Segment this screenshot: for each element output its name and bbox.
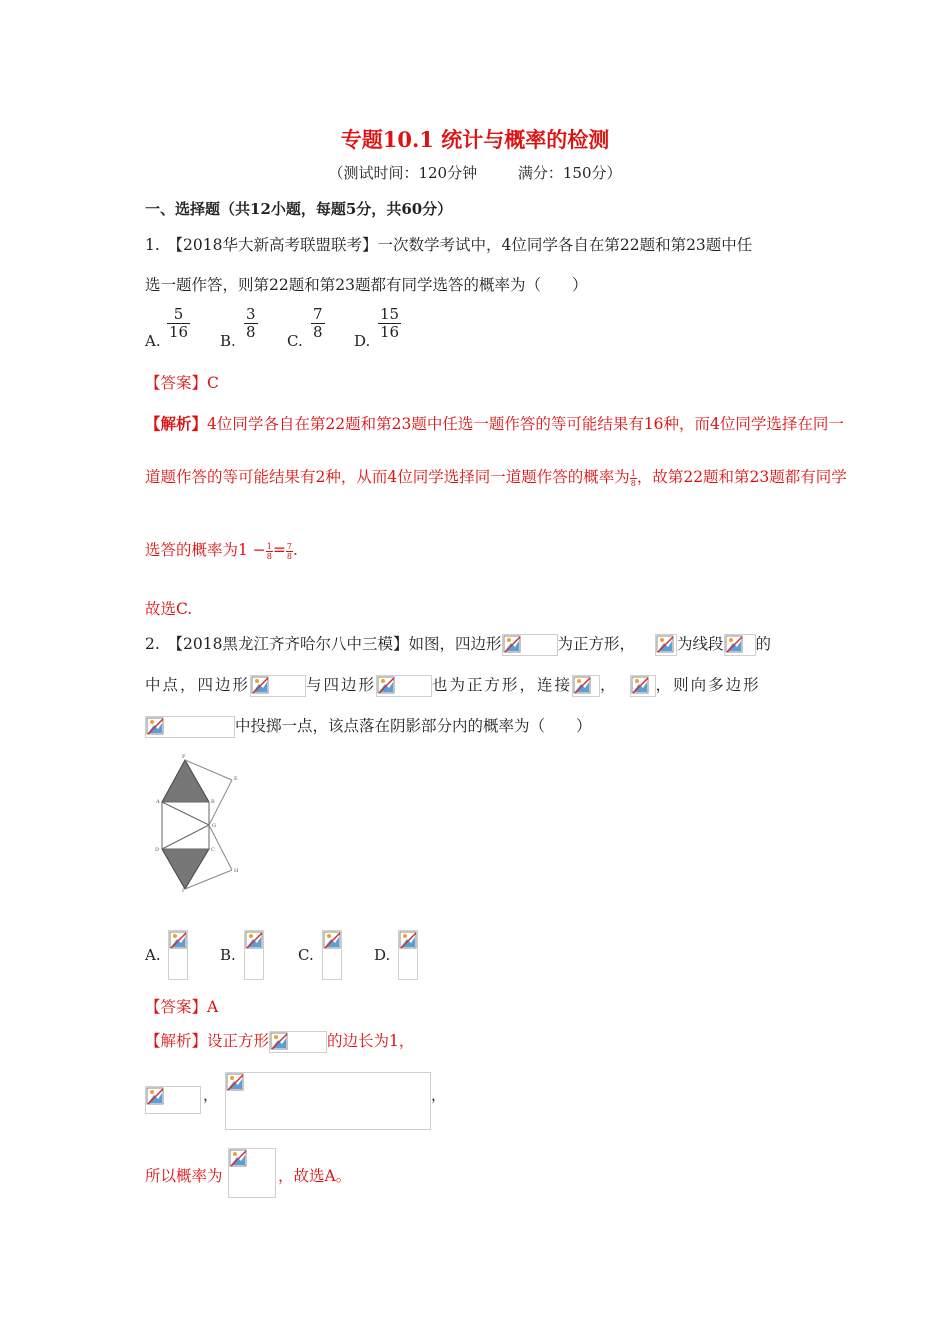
q1-analysis-line2: 道题作答的等可能结果有2种，从而4位同学选择同一道题作答的概率为 $\frac{1}{8}$，故第22题和第23题都有同学 [145,468,847,488]
q1-conclusion: 故选C. [145,600,193,618]
q2-analysis-formulas: ， ， [145,1072,445,1130]
broken-image-icon [228,1148,276,1198]
broken-image-icon [225,1072,431,1130]
broken-image-icon [376,675,432,697]
q1-option-a-fraction: $\frac{5}{16}$ [169,305,189,341]
figure-label-i: I [182,888,184,892]
q1-analysis-line1: 【解析】4位同学各自在第22题和第23题中任选一题作答的等可能结果有16种，而4位同学选择在同一 [145,414,844,433]
analysis-tag: 【解析】 [145,414,208,433]
broken-image-icon [502,634,558,656]
broken-image-icon [145,716,235,738]
figure-label-h: H [234,868,239,874]
square-abcd [162,802,209,849]
page-title: 专题10.1 统计与概率的检测 [340,127,610,152]
shaded-triangle-top [162,760,209,802]
q2-stem-line3: 中投掷一点，该点落在阴影部分内的概率为（ ） [145,714,592,738]
q1-stem-line2: 选一题作答，则第22题和第23题都有同学选答的概率为（ ） [145,276,588,294]
broken-image-icon [269,1031,327,1053]
q1-answer: 【答案】C [145,374,219,392]
broken-image-icon [724,634,756,656]
q1-options: A. $\frac{5}{16}$ B. $\frac{3}{8}$ C. $\frac{7}{8}$ D. $\frac{15}{16}$ [145,305,400,350]
broken-image-icon [244,930,264,980]
q1-stem-line1: 1. 【2018华大新高考联盟联考】一次数学考试中，4位同学各自在第22题和第23题中任 [145,236,753,254]
shaded-triangle-bottom [162,849,209,889]
figure-label-f: F [182,754,186,760]
figure-label-b: B [211,799,215,805]
q1-option-c-fraction: $\frac{7}{8}$ [313,305,323,341]
broken-image-icon [145,1086,201,1114]
q1-option-d-fraction: $\frac{15}{16}$ [380,305,400,341]
figure-label-g: G [212,823,216,829]
broken-image-icon [322,930,342,980]
broken-image-icon [572,675,600,697]
q2-options: A. B. C. D. [145,930,445,982]
q1-analysis-line3: 选答的概率为1 − $\frac{1}{8}=$ $\frac{7}{8}$. [145,541,298,561]
fraction-one-eighth: $\frac{1}{8}$ [630,468,636,488]
geometry-figure [152,752,242,892]
broken-image-icon [398,930,418,980]
page-subtitle [0,162,950,183]
fraction-seven-eighths: $\frac{7}{8}$ [286,541,292,561]
full-score: 满分：150分） [517,164,622,182]
fraction-one-eighth-2: $\frac{1}{8}$ [266,541,272,561]
q1-option-b-fraction: $\frac{3}{8}$ [246,305,256,341]
figure-label-a: A [156,799,160,805]
broken-image-icon [630,675,656,697]
figure-label-d: D [155,847,160,853]
q2-answer: 【答案】A [145,998,219,1016]
figure-label-c: C [211,847,215,853]
figure-label-e: E [234,776,238,782]
broken-image-icon [168,930,188,980]
broken-image-icon [250,675,306,697]
section-heading: 一、选择题（共12小题，每题5分，共60分） [145,200,453,218]
q2-analysis-line1: 【解析】设正方形 的边长为1， [145,1029,414,1053]
q2-stem-line2: 中点，四边形 与四边形 也为正方形，连接 ， ，则向多边形 [145,673,761,697]
broken-image-icon [655,634,677,656]
q2-stem-line1: 2. 【2018黑龙江齐齐哈尔八中三模】如图，四边形 为正方形， 为线段 的 [145,632,771,656]
test-duration: （测试时间：120分钟 [328,164,478,182]
